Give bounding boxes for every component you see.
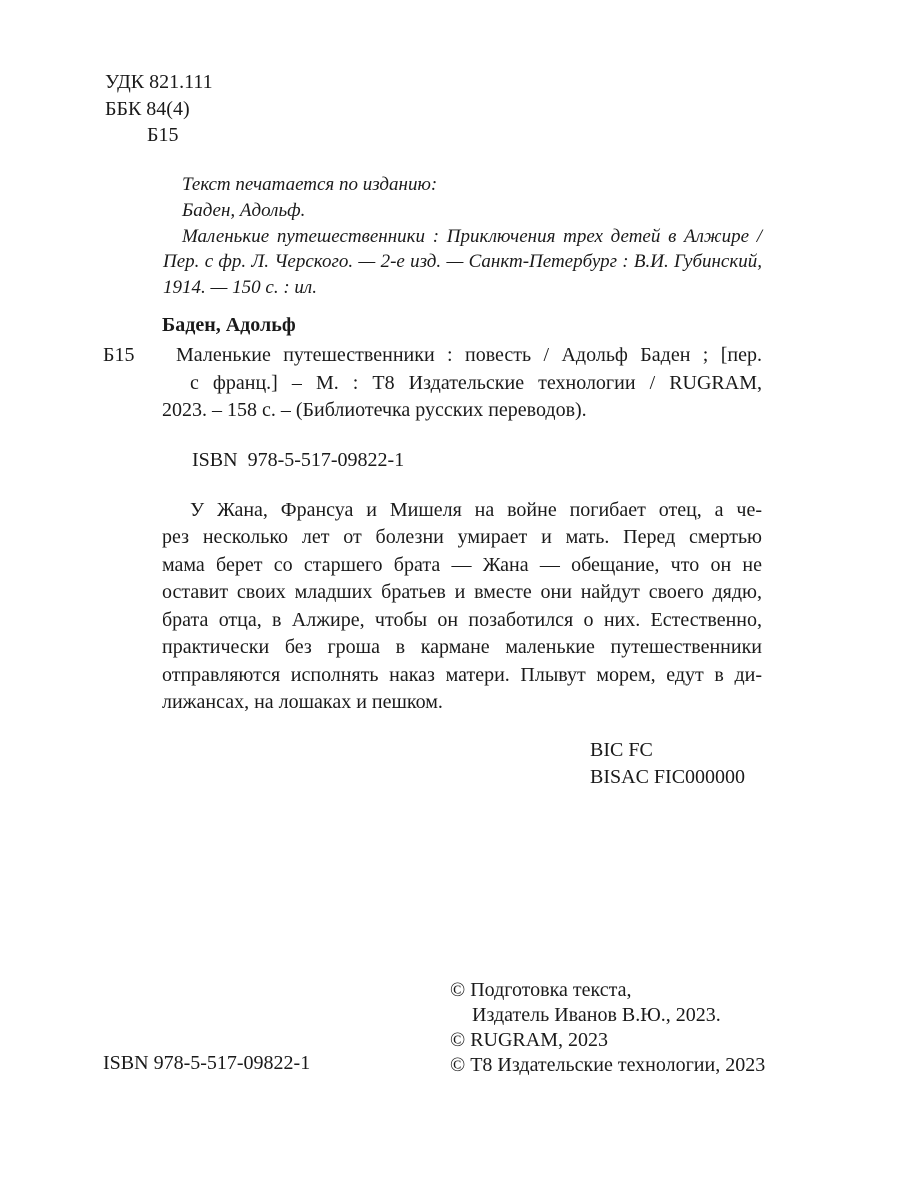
catalog-isbn: ISBN 978-5-517-09822-1: [192, 449, 405, 471]
catalog-line: Маленькие путешественники : повесть / Адольф Баден ; [пер.: [176, 344, 762, 366]
udk-code: УДК 821.111: [105, 71, 213, 93]
catalog-line: с франц.] – М. : Т8 Издательские технологии / RUGRAM,: [190, 372, 762, 394]
annotation-line: лижансах, на лошаках и пешком.: [162, 691, 443, 713]
footer-isbn: ISBN 978-5-517-09822-1: [103, 1052, 311, 1074]
bisac-code: BISAC FIC000000: [590, 766, 746, 788]
source-line: Текст печатается по изданию:: [182, 174, 438, 195]
catalog-line: 2023. – 158 с. – (Библиотечка русских переводов).: [162, 399, 587, 421]
catalog-author: Баден, Адольф: [162, 314, 296, 336]
source-line: Маленькие путешественники : Приключения трех детей в Алжире /: [182, 226, 762, 247]
bbk-code: ББК 84(4): [105, 98, 190, 120]
source-line: Баден, Адольф.: [182, 200, 306, 221]
catalog-author-mark: Б15: [103, 344, 135, 366]
copyright-line: Издатель Иванов В.Ю., 2023.: [472, 1004, 721, 1026]
annotation-line: брата отца, в Алжире, чтобы он позаботился о них. Естественно,: [162, 609, 762, 631]
source-line: 1914. — 150 с. : ил.: [163, 277, 317, 298]
annotation-line: мама берет со старшего брата — Жана — обещание, что он не: [162, 554, 762, 576]
annotation-line: практически без гроша в кармане маленькие путешественники: [162, 636, 762, 658]
annotation-line: оставит своих младших братьев и вместе они найдут своего дядю,: [162, 581, 762, 603]
copyright-line: © Т8 Издательские технологии, 2023: [450, 1054, 766, 1076]
author-mark: Б15: [147, 124, 179, 146]
bic-code: BIC FC: [590, 739, 653, 761]
source-line: Пер. с фр. Л. Черского. — 2-е изд. — Санкт-Петербург : В.И. Губинский,: [163, 251, 762, 272]
copyright-line: © Подготовка текста,: [450, 979, 632, 1001]
copyright-line: © RUGRAM, 2023: [450, 1029, 608, 1051]
annotation-line: отправляются исполнять наказ матери. Плывут морем, едут в ди-: [162, 664, 762, 686]
annotation-line: У Жана, Франсуа и Мишеля на войне погибает отец, а че-: [190, 499, 762, 521]
annotation-line: рез несколько лет от болезни умирает и мать. Перед смертью: [162, 526, 762, 548]
